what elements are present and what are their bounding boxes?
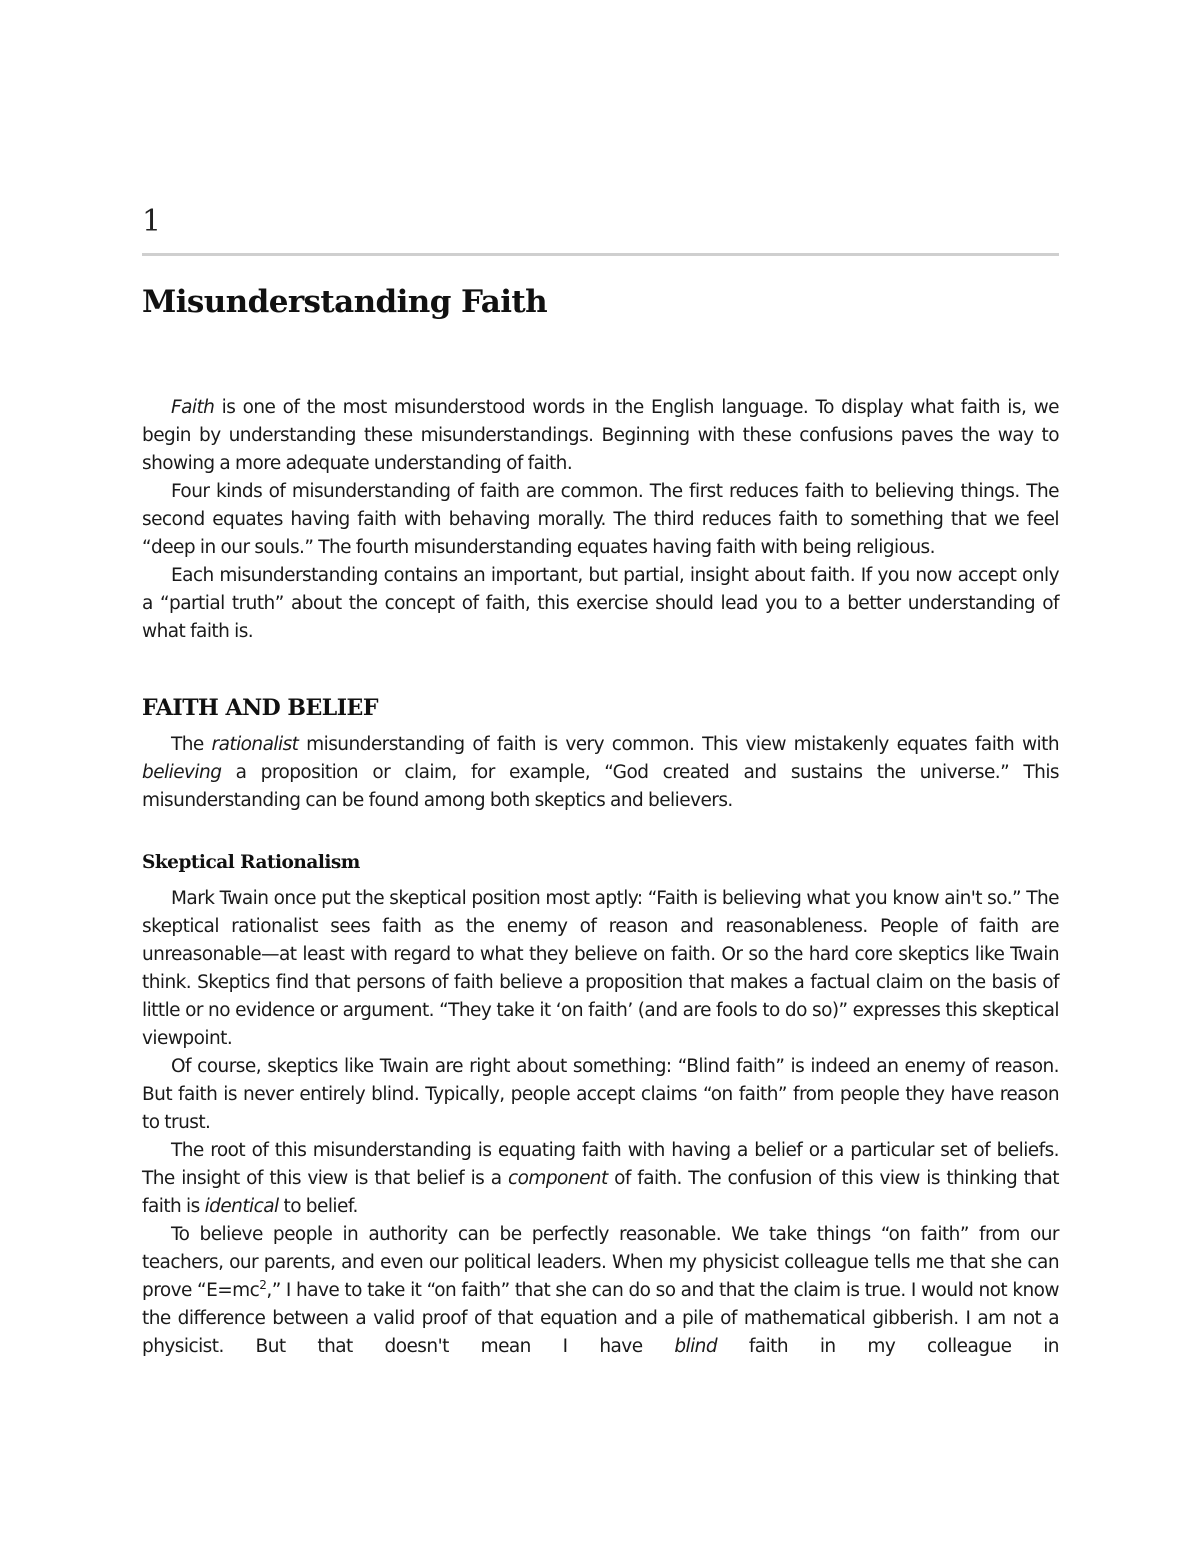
skeptical-paragraph-4	[142, 1221, 1059, 1361]
text-fragment: The root of this misunderstanding is equating faith with having a belief or a particular set of beliefs. The insight of this view is that belief is a	[142, 1140, 1059, 1189]
chapter-body	[142, 394, 1059, 1361]
skeptical-paragraph-2: Of course, skeptics like Twain are right about something: “Blind faith” is indeed an enemy of reason. But faith is never entirely blind. Typically, people accept claims “on faith” from people they have reason to trust.	[142, 1056, 1059, 1133]
text-fragment: faith in my colleague in	[717, 1336, 1059, 1357]
text-fragment: The	[171, 734, 212, 755]
text-fragment: of faith. The confusion of this view is thinking that faith is	[142, 1168, 1060, 1217]
text-fragment: ,” I have to take it “on faith” that she can do so and that the claim is true. I would not know the difference between a valid proof of that equation and a pile of mathematical gibberish. I am not a physicist. But that doesn't mean I have	[142, 1280, 1060, 1357]
text-fragment: misunderstanding of faith is very common. This view mistakenly equates faith with	[298, 734, 1059, 755]
emphasis-blind: blind	[674, 1336, 718, 1357]
skeptical-paragraph-1: Mark Twain once put the skeptical position most aptly: “Faith is believing what you know ain't so.” The skeptical rationalist sees faith as the enemy of reason and reasonableness. People of faith are unreasonable—at least with regard to what they believe on faith. Or so the hard core skeptics like Twain think. Skeptics find that persons of faith believe a proposition that makes a factual claim on the basis of little or no evidence or argument. “They take it ‘on faith’ (and are fools to do so)” expresses this skeptical viewpoint.	[142, 888, 1059, 1049]
section-heading-faith-and-belief: FAITH AND BELIEF	[142, 695, 378, 721]
chapter-number: 1	[142, 204, 162, 239]
emphasis-rationalist: rationalist	[211, 734, 299, 755]
subsection-heading-skeptical-rationalism: Skeptical Rationalism	[142, 852, 360, 873]
emphasis-identical: identical	[204, 1196, 279, 1217]
emphasis-believing: believing	[142, 762, 222, 783]
intro-paragraph-1-text: is one of the most misunderstood words in the English language. To display what faith is, we begin by understanding these misunderstandings. Beginning with these confusions paves the way to showing a more adequate understanding of faith.	[142, 397, 1059, 474]
faith-belief-paragraph-1	[142, 731, 1059, 815]
intro-paragraph-2: Four kinds of misunderstanding of faith are common. The first reduces faith to believing things. The second equates having faith with behaving morally. The third reduces faith to something that we feel “deep in our souls.” The fourth misunderstanding equates having faith with being religious.	[142, 481, 1059, 558]
emphasis-faith: Faith	[171, 397, 215, 418]
text-fragment: To believe people in authority can be perfectly reasonable. We take things “on faith” from our teachers, our parents, and even our political leaders. When my physicist colleague tells me that she can prove “E=mc	[142, 1224, 1059, 1301]
superscript-exponent: 2	[259, 1277, 267, 1292]
intro-paragraph-3: Each misunderstanding contains an important, but partial, insight about faith. If you now accept only a “partial truth” about the concept of faith, this exercise should lead you to a better understanding of what faith is.	[142, 565, 1059, 642]
chapter-title: Misunderstanding Faith	[142, 284, 548, 320]
text-fragment: to belief.	[278, 1196, 358, 1217]
intro-paragraph-1	[142, 394, 1059, 478]
chapter-divider	[142, 253, 1059, 256]
emphasis-component: component	[507, 1168, 608, 1189]
text-fragment: a proposition or claim, for example, “God created and sustains the universe.” This misunderstanding can be found among both skeptics and believers.	[142, 762, 1059, 811]
skeptical-paragraph-3	[142, 1137, 1059, 1221]
